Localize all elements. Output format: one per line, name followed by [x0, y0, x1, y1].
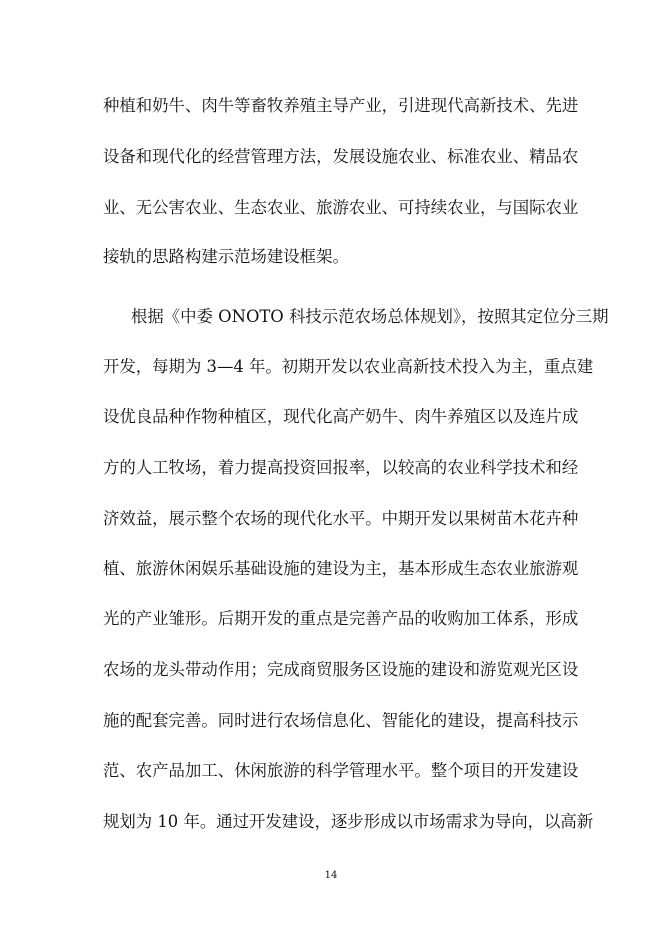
paragraph-2-line-11: 规划为 10 年。通过开发建设，逐步形成以市场需求为导向，以高新 — [103, 812, 594, 831]
paragraph-2-line-2: 开发，每期为 3—4 年。初期开发以农业高新技术投入为主，重点建 — [103, 357, 594, 376]
paragraph-2-line-3: 设优良品种作物种植区，现代化高产奶牛、肉牛养殖区以及连片成 — [103, 407, 579, 426]
page-number: 14 — [324, 870, 338, 881]
paragraph-1-line-3: 业、无公害农业、生态农业、旅游农业、可持续农业，与国际农业 — [103, 198, 579, 217]
paragraph-2-line-4: 方的人工牧场，着力提高投资回报率，以较高的农业科学技术和经 — [103, 458, 579, 477]
paragraph-2-line-5: 济效益，展示整个农场的现代化水平。中期开发以果树苗木花卉种 — [103, 509, 579, 528]
paragraph-2-line-7: 光的产业雏形。后期开发的重点是完善产品的收购加工体系，形成 — [103, 609, 579, 628]
paragraph-2-line-10: 范、农产品加工、休闲旅游的科学管理水平。整个项目的开发建设 — [103, 761, 579, 780]
paragraph-2-line-6: 植、旅游休闲娱乐基础设施的建设为主，基本形成生态农业旅游观 — [103, 559, 579, 578]
paragraph-2-line-8: 农场的龙头带动作用；完成商贸服务区设施的建设和游览观光区设 — [103, 660, 579, 679]
paragraph-1-line-1: 种植和奶牛、肉牛等畜牧养殖主导产业，引进现代高新技术、先进 — [103, 96, 579, 115]
paragraph-1-line-4: 接轨的思路构建示范场建设框架。 — [103, 247, 349, 266]
paragraph-2-line-1: 根据《中委 ONOTO 科技示范农场总体规划》，按照其定位分三期 — [131, 307, 609, 326]
paragraph-2-line-9: 施的配套完善。同时进行农场信息化、智能化的建设，提高科技示 — [103, 711, 579, 730]
paragraph-1-line-2: 设备和现代化的经营管理方法，发展设施农业、标准农业、精品农 — [103, 147, 579, 166]
